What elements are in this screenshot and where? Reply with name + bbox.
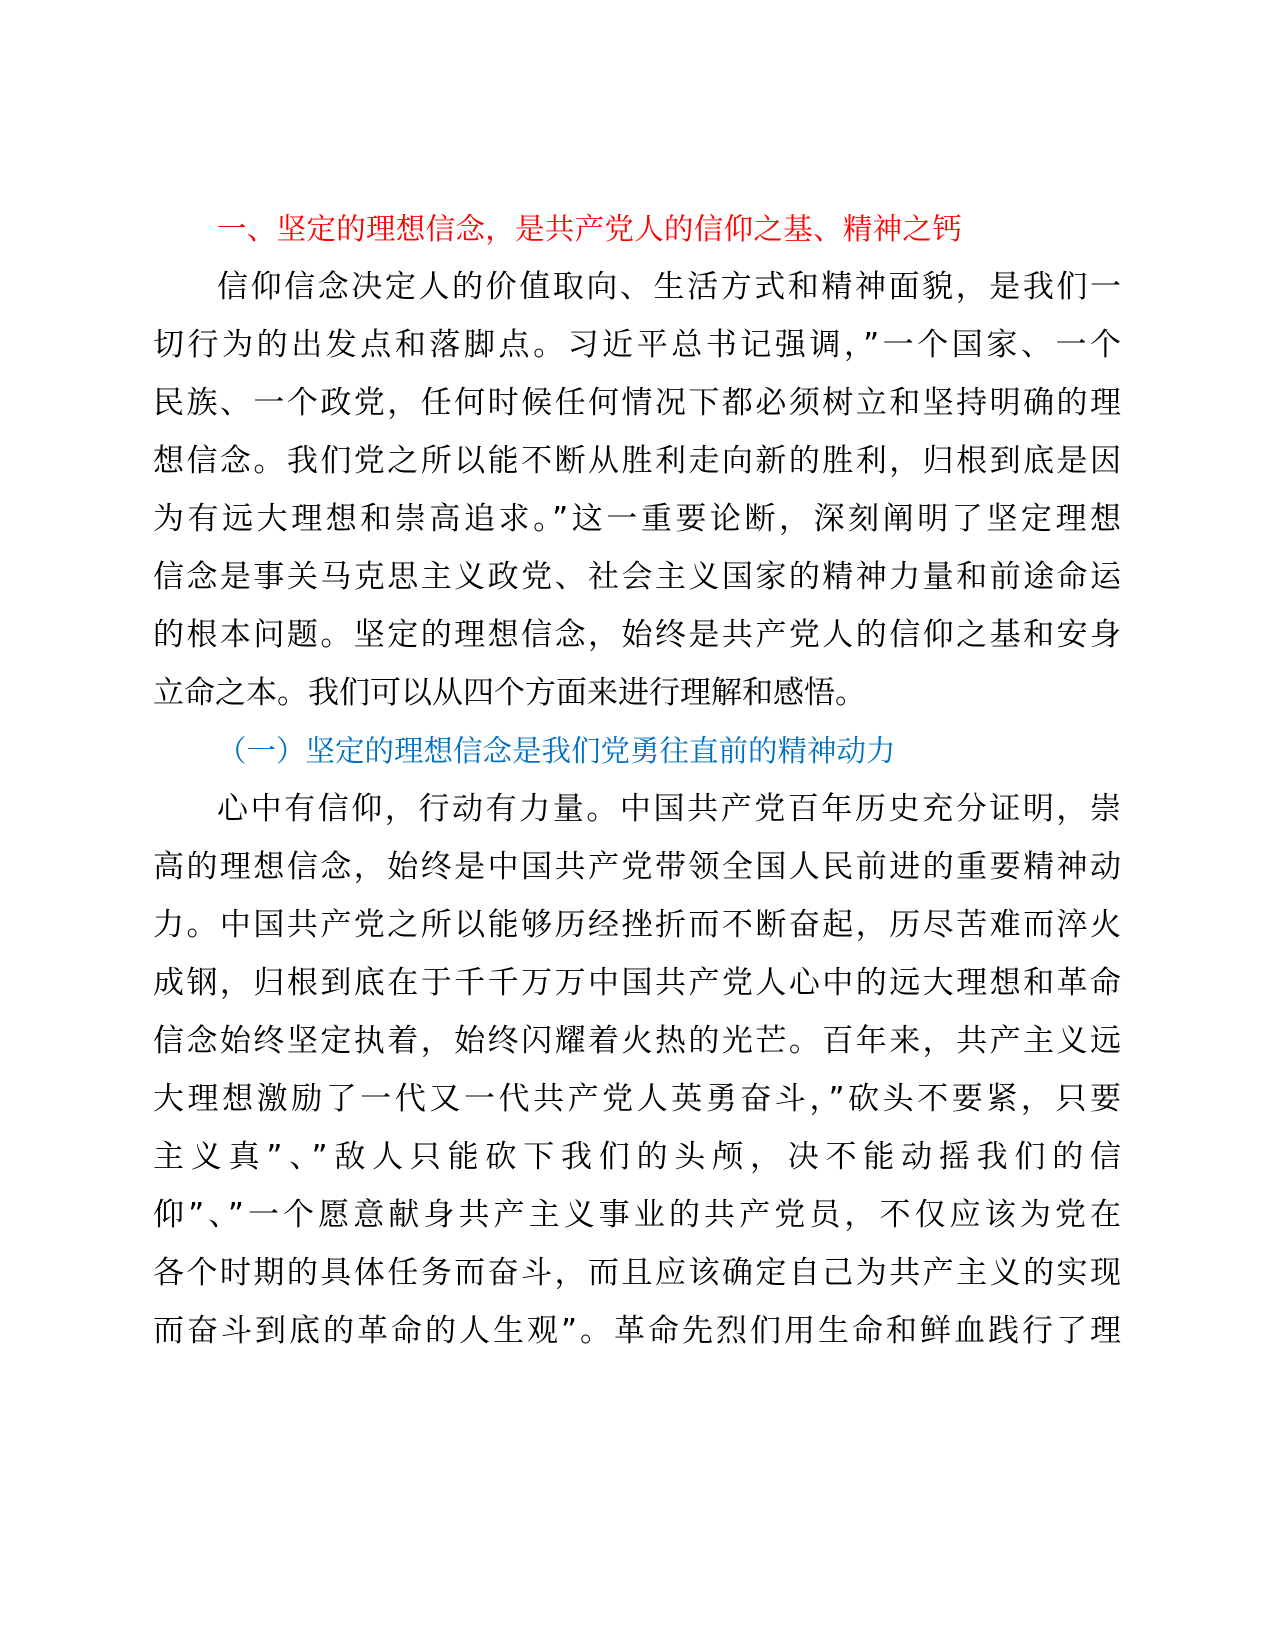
- text-line: 心中有信仰，行动有力量。中国共产党百年历史充分证明，崇: [217, 791, 1121, 827]
- text-line: 力。中国共产党之所以能够历经挫折而不断奋起，历尽苦难而淬火: [153, 907, 1121, 943]
- subsection-heading: （一）坚定的理想信念是我们党勇往直前的精神动力: [217, 734, 896, 768]
- body-paragraph-1: [153, 258, 1121, 722]
- text-line: 立命之本。我们可以从四个方面来进行理解和感悟。: [153, 675, 866, 711]
- text-line: 仰”、”一个愿意献身共产主义事业的共产党员，不仅应该为党在: [153, 1197, 1121, 1233]
- text-line: 民族、一个政党，任何时候任何情况下都必须树立和坚持明确的理: [153, 385, 1121, 421]
- document-body: [153, 200, 1121, 1360]
- text-line: 切行为的出发点和落脚点。习近平总书记强调，”一个国家、一个: [153, 327, 1121, 363]
- text-line: 而奋斗到底的革命的人生观”。革命先烈们用生命和鲜血践行了理: [153, 1313, 1121, 1349]
- text-line: 高的理想信念，始终是中国共产党带领全国人民前进的重要精神动: [153, 849, 1121, 885]
- text-line: 各个时期的具体任务而奋斗，而且应该确定自己为共产主义的实现: [153, 1255, 1121, 1291]
- text-line: 信念始终坚定执着，始终闪耀着火热的光芒。百年来，共产主义远: [153, 1023, 1121, 1059]
- text-line: 大理想激励了一代又一代共产党人英勇奋斗，”砍头不要紧，只要: [153, 1081, 1121, 1117]
- text-line: 信仰信念决定人的价值取向、生活方式和精神面貌，是我们一: [217, 269, 1121, 305]
- text-line: 成钢，归根到底在于千千万万中国共产党人心中的远大理想和革命: [153, 965, 1121, 1001]
- text-line: 信念是事关马克思主义政党、社会主义国家的精神力量和前途命运: [153, 559, 1121, 595]
- body-paragraph-2: [153, 780, 1121, 1360]
- text-line: 的根本问题。坚定的理想信念，始终是共产党人的信仰之基和安身: [153, 617, 1121, 653]
- section-heading: 一、坚定的理想信念，是共产党人的信仰之基、精神之钙: [217, 212, 963, 246]
- text-line: 为有远大理想和崇高追求。”这一重要论断，深刻阐明了坚定理想: [153, 501, 1121, 537]
- text-line: 想信念。我们党之所以能不断从胜利走向新的胜利，归根到底是因: [153, 443, 1121, 479]
- text-line: 主义真”、”敌人只能砍下我们的头颅，决不能动摇我们的信: [153, 1139, 1121, 1175]
